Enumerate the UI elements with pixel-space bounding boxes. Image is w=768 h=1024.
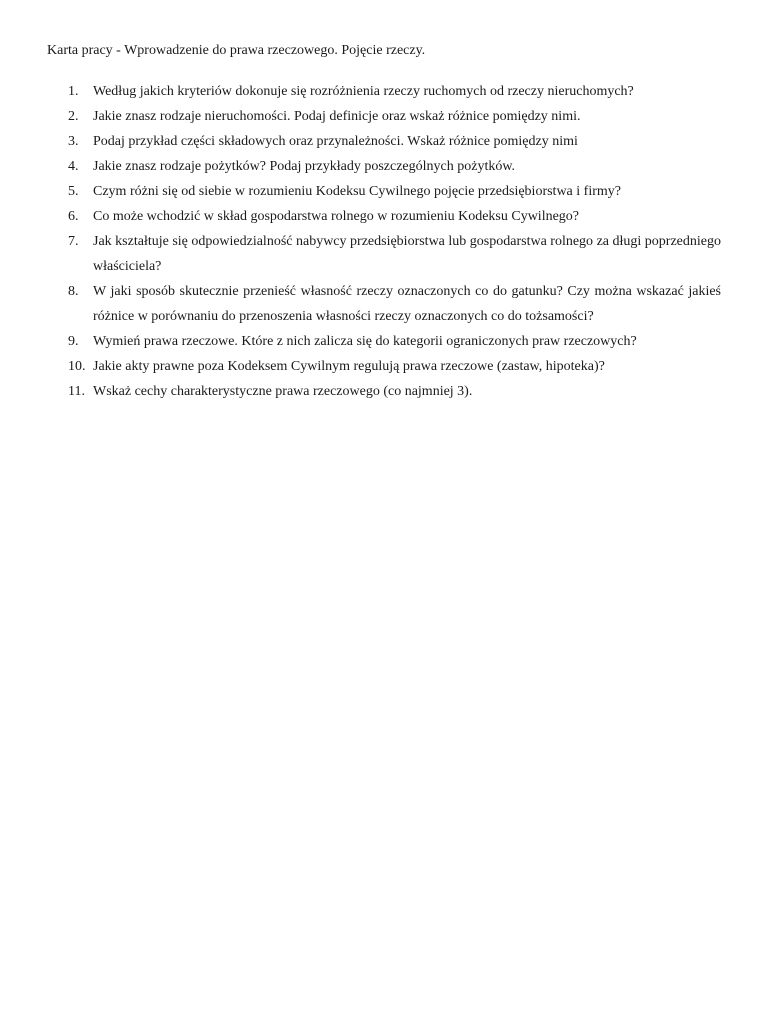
- question-item: [0, 354, 768, 379]
- question-text: Wymień prawa rzeczowe. Które z nich zalicza się do kategorii ograniczonych praw rzeczowych?: [93, 334, 637, 349]
- question-number: 3.: [68, 134, 79, 149]
- question-text: Podaj przykład części składowych oraz przynależności. Wskaż różnice pomiędzy nimi: [93, 134, 578, 149]
- question-text: Wskaż cechy charakterystyczne prawa rzeczowego (co najmniej 3).: [93, 384, 473, 399]
- question-text: W jaki sposób skutecznie przenieść własność rzeczy oznaczonych co do gatunku? Czy można wskazać jakieś różnice w porównaniu do przenoszenia własności rzeczy oznaczonych co do tożsamości?: [93, 284, 721, 324]
- document-title: Karta pracy - Wprowadzenie do prawa rzeczowego. Pojęcie rzeczy.: [47, 43, 426, 58]
- question-number: 5.: [68, 184, 79, 199]
- question-text: Co może wchodzić w skład gospodarstwa rolnego w rozumieniu Kodeksu Cywilnego?: [93, 209, 580, 224]
- question-item: [0, 279, 768, 329]
- question-text: Jak kształtuje się odpowiedzialność nabywcy przedsiębiorstwa lub gospodarstwa rolnego za długi poprzedniego właściciela?: [93, 234, 721, 274]
- question-item: [0, 154, 768, 179]
- question-item: [0, 79, 768, 104]
- question-number: 8.: [68, 284, 79, 299]
- question-item: [0, 229, 768, 279]
- question-number: 2.: [68, 109, 79, 124]
- question-number: 7.: [68, 234, 79, 249]
- question-item: [0, 104, 768, 129]
- question-number: 1.: [68, 84, 79, 99]
- question-item: [0, 379, 768, 404]
- question-item: [0, 204, 768, 229]
- question-number: 11.: [68, 384, 85, 399]
- question-number: 10.: [68, 359, 86, 374]
- question-item: [0, 129, 768, 154]
- question-item: [0, 179, 768, 204]
- question-number: 4.: [68, 159, 79, 174]
- question-text: Czym różni się od siebie w rozumieniu Kodeksu Cywilnego pojęcie przedsiębiorstwa i firmy?: [93, 184, 621, 199]
- question-item: [0, 329, 768, 354]
- question-text: Jakie znasz rodzaje pożytków? Podaj przykłady poszczególnych pożytków.: [93, 159, 516, 174]
- question-number: 9.: [68, 334, 79, 349]
- question-text: Jakie akty prawne poza Kodeksem Cywilnym regulują prawa rzeczowe (zastaw, hipoteka)?: [93, 359, 605, 374]
- question-list: [0, 79, 768, 404]
- question-text: Według jakich kryteriów dokonuje się rozróżnienia rzeczy ruchomych od rzeczy nieruchomych?: [93, 84, 634, 99]
- question-number: 6.: [68, 209, 79, 224]
- question-text: Jakie znasz rodzaje nieruchomości. Podaj definicje oraz wskaż różnice pomiędzy nimi.: [93, 109, 581, 124]
